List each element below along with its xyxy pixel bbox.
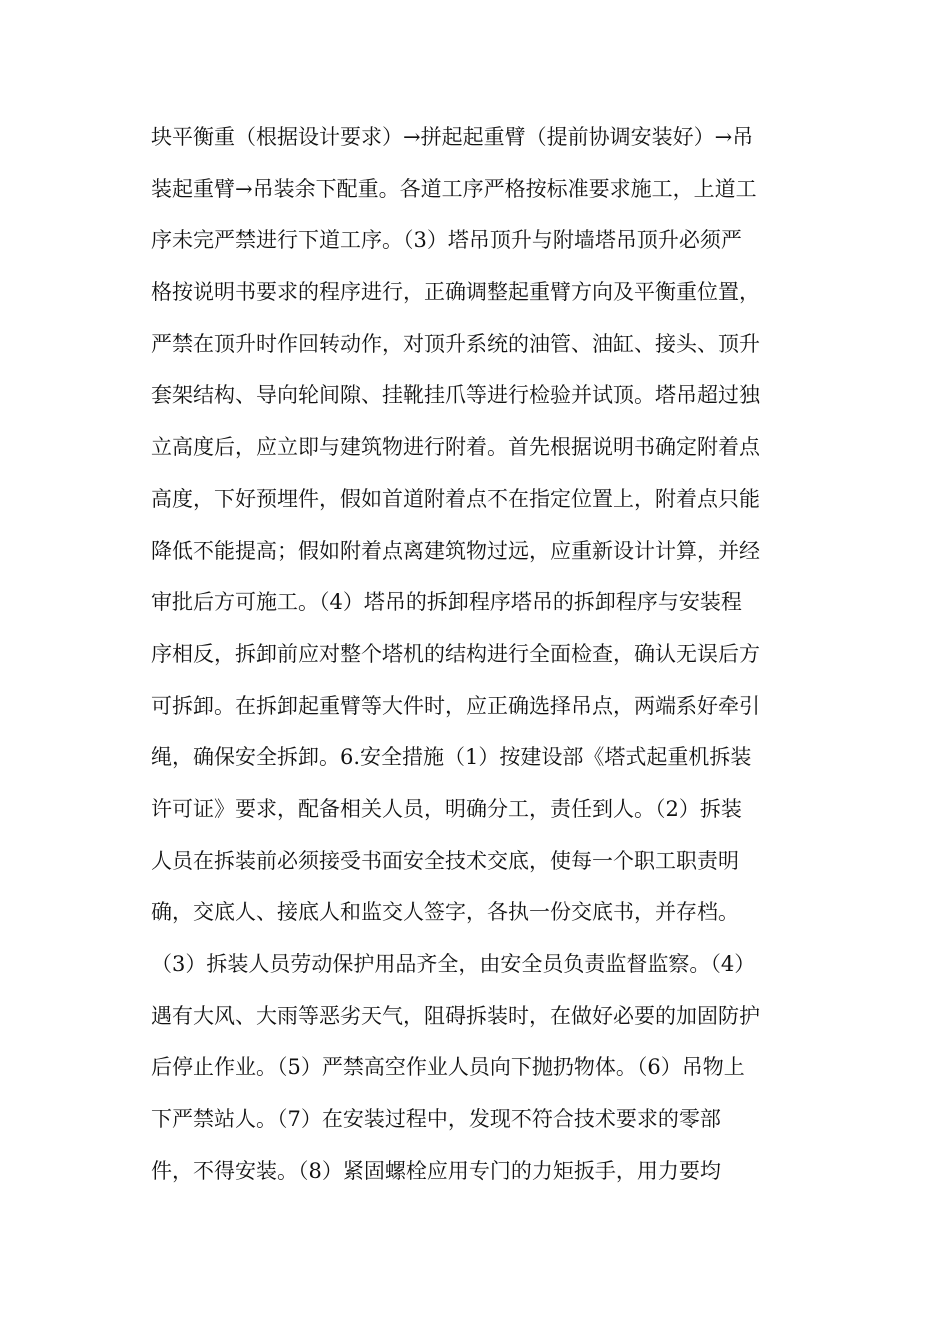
text-line: 严禁在顶升时作回转动作，对顶升系统的油管、油缸、接头、顶升 (151, 331, 760, 356)
text-line: 确，交底人、接底人和监交人签字，各执一份交底书，并存档。 (151, 900, 739, 925)
text-line: 块平衡重（根据设计要求）→拼起起重臂（提前协调安装好）→吊 (151, 125, 754, 149)
text-line: 许可证》要求，配备相关人员，明确分工，责任到人。（2）拆装 (151, 796, 742, 821)
text-line: 装起重臂→吊装余下配重。各道工序严格按标准要求施工，上道工 (151, 176, 757, 201)
text-line: 绳，确保安全拆卸。6.安全措施（1）按建设部《塔式起重机拆装 (151, 745, 752, 770)
text-line: 审批后方可施工。（4）塔吊的拆卸程序塔吊的拆卸程序与安装程 (151, 590, 742, 615)
text-line: 件，不得安装。（8）紧固螺栓应用专门的力矩扳手，用力要均 (151, 1158, 721, 1183)
text-line: 序未完严禁进行下道工序。（3）塔吊顶升与附墙塔吊顶升必须严 (151, 228, 742, 253)
text-line: （3）拆装人员劳动保护用品齐全，由安全员负责监督监察。（4） (151, 952, 756, 976)
text-line: 人员在拆装前必须接受书面安全技术交底，使每一个职工职责明 (151, 848, 739, 873)
text-line: 降低不能提高；假如附着点离建筑物过远，应重新设计计算，并经 (151, 538, 760, 563)
text-line: 高度，下好预埋件，假如首道附着点不在指定位置上，附着点只能 (151, 486, 760, 511)
text-line: 可拆卸。在拆卸起重臂等大件时，应正确选择吊点，两端系好牵引 (151, 693, 760, 718)
body-text (151, 112, 811, 1197)
text-line: 格按说明书要求的程序进行，正确调整起重臂方向及平衡重位置， (151, 280, 760, 305)
text-line: 套架结构、导向轮间隙、挂靴挂爪等进行检验并试顶。塔吊超过独 (151, 383, 760, 408)
text-line: 立高度后，应立即与建筑物进行附着。首先根据说明书确定附着点 (151, 435, 760, 460)
text-line: 序相反，拆卸前应对整个塔机的结构进行全面检查，确认无误后方 (151, 641, 760, 666)
text-line: 后停止作业。（5）严禁高空作业人员向下抛扔物体。（6）吊物上 (151, 1055, 745, 1080)
text-line: 遇有大风、大雨等恶劣天气，阻碍拆装时，在做好必要的加固防护 (151, 1003, 760, 1028)
text-line: 下严禁站人。（7）在安装过程中，发现不符合技术要求的零部 (151, 1107, 721, 1132)
